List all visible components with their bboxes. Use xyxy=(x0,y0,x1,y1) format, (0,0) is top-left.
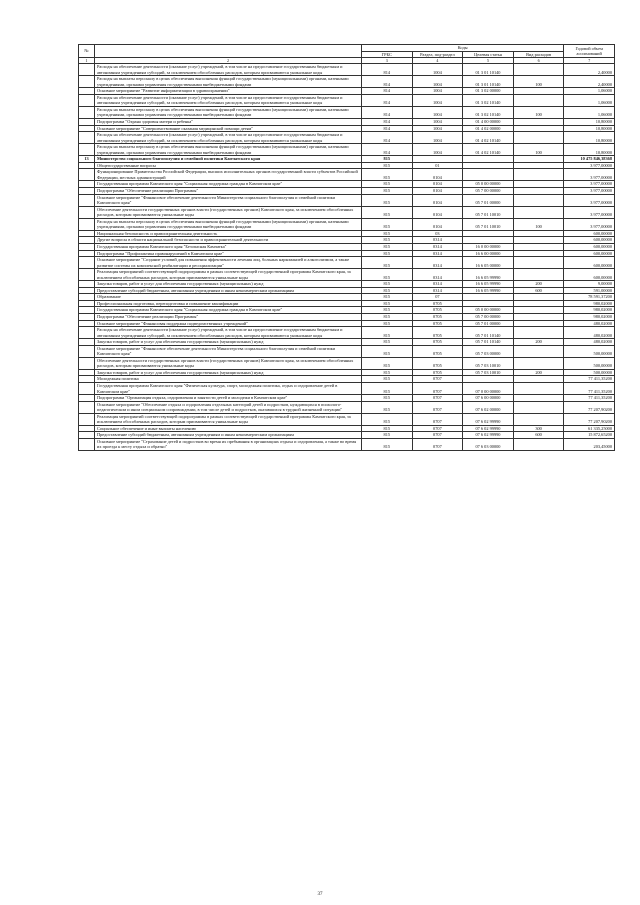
row-name: Общегосударственные вопросы xyxy=(95,162,362,169)
row-grbs: 815 xyxy=(362,237,413,244)
row-grbs: 815 xyxy=(362,294,413,301)
row-target-article: 01 3 02 10140 xyxy=(463,106,514,118)
row-amount: 980,02000 xyxy=(564,300,615,307)
row-razdel: 0705 xyxy=(412,320,463,327)
row-razdel: 07 xyxy=(412,294,463,301)
table-row xyxy=(79,327,615,339)
row-razdel: 0705 xyxy=(412,369,463,376)
row-target-article: 01 4 02 00000 xyxy=(463,125,514,132)
col-number: 3 xyxy=(362,58,413,64)
row-grbs: 814 xyxy=(362,76,413,88)
row-amount: 3 977,00000 xyxy=(564,162,615,169)
row-number xyxy=(79,132,95,144)
row-grbs: 815 xyxy=(362,425,413,432)
row-target-article: 07 6 03 00000 xyxy=(463,438,514,450)
col-number: 2 xyxy=(95,58,362,64)
row-razdel: 0314 xyxy=(412,257,463,269)
row-name: Другие вопросы в области национальной безопасности и правоохранительной деятельности xyxy=(95,237,362,244)
row-expense-type xyxy=(513,169,564,181)
row-razdel: 0314 xyxy=(412,237,463,244)
row-grbs: 815 xyxy=(362,181,413,188)
row-grbs: 814 xyxy=(362,125,413,132)
row-amount: 78 591,37200 xyxy=(564,294,615,301)
row-razdel: 0104 xyxy=(412,181,463,188)
row-number xyxy=(79,345,95,357)
row-number xyxy=(79,269,95,281)
row-target-article: 16 0 00 00000 xyxy=(463,243,514,250)
row-number xyxy=(79,64,95,76)
row-target-article: 16 6 05 99990 xyxy=(463,281,514,288)
row-razdel: 1004 xyxy=(412,132,463,144)
table-row xyxy=(79,257,615,269)
row-target-article: 16 6 05 99990 xyxy=(463,269,514,281)
row-target-article: 05 7 01 10140 xyxy=(463,339,514,346)
row-amount: 61 335,25000 xyxy=(564,425,615,432)
row-target-article: 16 6 05 99990 xyxy=(463,287,514,294)
row-amount: 980,02000 xyxy=(564,313,615,320)
row-grbs: 815 xyxy=(362,156,413,163)
row-name: Закупка товаров, работ и услуг для обеспечения государственных (муниципальных) нужд xyxy=(95,369,362,376)
row-grbs: 815 xyxy=(362,243,413,250)
row-amount: 500,00000 xyxy=(564,345,615,357)
row-grbs: 815 xyxy=(362,320,413,327)
row-grbs: 815 xyxy=(362,206,413,218)
row-amount: 3 977,00000 xyxy=(564,181,615,188)
table-row xyxy=(79,169,615,181)
row-razdel: 0104 xyxy=(412,194,463,206)
row-target-article: 16 6 05 00000 xyxy=(463,257,514,269)
table-row xyxy=(79,438,615,450)
budget-table xyxy=(78,44,615,451)
row-name: Расходы на выплаты персоналу в целях обеспечения выполнения функций государственными (муниципальными) органами, казенными учреждениями, органами управления государственными внебюджетными фондами xyxy=(95,106,362,118)
budget-table-page xyxy=(78,44,615,451)
row-name: Предоставление субсидий бюджетным, автономным учреждениям и иным некоммерческим организациям xyxy=(95,287,362,294)
header-sum: Годовой объем ассигнований xyxy=(564,45,615,58)
row-number xyxy=(79,438,95,450)
row-amount: 77 207,90200 xyxy=(564,413,615,425)
row-target-article: 01 4 00 00000 xyxy=(463,119,514,126)
table-row xyxy=(79,357,615,369)
row-name: Расходы на обеспечение деятельности (оказание услуг) учреждений, в том числе на предоставление государственным бюджетным и автономным учреждениям субсидий, за исключением обособленных расходов, которым присваиваются уникальные коды xyxy=(95,64,362,76)
row-name: Основное мероприятие "Финансовое обеспечение деятельности Министерства социального благополучия и семейной политики Камчатского края" xyxy=(95,194,362,206)
row-target-article xyxy=(463,169,514,181)
row-grbs: 815 xyxy=(362,169,413,181)
row-amount: 2,40000 xyxy=(564,64,615,76)
row-razdel: 0314 xyxy=(412,281,463,288)
row-expense-type xyxy=(513,269,564,281)
row-name: Закупка товаров, работ и услуг для обеспечения государственных (муниципальных) нужд xyxy=(95,339,362,346)
row-name: Расходы на выплаты персоналу в целях обеспечения выполнения функций государственными (муниципальными) органами, казенными учреждениями, органами управления государственными внебюджетными фондами xyxy=(95,76,362,88)
row-name: Расходы на обеспечение деятельности (оказание услуг) учреждений, в том числе на предоставление государственным бюджетным и автономным учреждениям субсидий, за исключением обособленных расходов, которым присваиваются уникальные коды xyxy=(95,94,362,106)
header-name xyxy=(95,45,362,58)
row-expense-type xyxy=(513,64,564,76)
row-target-article: 07 6 02 99990 xyxy=(463,413,514,425)
table-row xyxy=(79,132,615,144)
row-amount: 3 977,00000 xyxy=(564,218,615,230)
row-name: Государственная программа Камчатского края "Безопасная Камчатка" xyxy=(95,243,362,250)
row-amount: 1,06000 xyxy=(564,94,615,106)
row-razdel: 03 xyxy=(412,230,463,237)
table-row xyxy=(79,194,615,206)
row-expense-type xyxy=(513,206,564,218)
row-name: Основное мероприятие "Создание условий для повышения эффективности лечения лиц, больных наркоманией и алкоголизмом, а также развитие системы их комплексной реабилитации и ресоциализации" xyxy=(95,257,362,269)
header-expense-type: Вид расходов xyxy=(513,51,564,58)
row-razdel: 1004 xyxy=(412,94,463,106)
row-amount: 600,00000 xyxy=(564,269,615,281)
row-name: Реализация мероприятий соответствующей подпрограммы в рамках соответствующей государственной программы Камчатского края, за исключением обособленных расходов, которым присваиваются уникальные коды xyxy=(95,269,362,281)
row-name: Основное мероприятие "Совершенствование оказания медицинской помощи детям" xyxy=(95,125,362,132)
row-expense-type: 600 xyxy=(513,287,564,294)
row-name: Подпрограмма "Обеспечение реализации Программы" xyxy=(95,313,362,320)
row-grbs: 815 xyxy=(362,327,413,339)
row-amount: 500,00000 xyxy=(564,369,615,376)
row-name: Государственная программа Камчатского края "Физическая культура, спорт, молодежная политика, отдых и оздоровление детей в Камчатском крае" xyxy=(95,382,362,394)
row-number xyxy=(79,413,95,425)
row-expense-type: 100 xyxy=(513,76,564,88)
row-number xyxy=(79,206,95,218)
row-razdel: 0314 xyxy=(412,287,463,294)
row-amount: 10,80000 xyxy=(564,119,615,126)
row-amount: 600,00000 xyxy=(564,237,615,244)
row-grbs: 815 xyxy=(362,369,413,376)
row-target-article: 07 6 02 00000 xyxy=(463,401,514,413)
row-target-article: 01 3 01 10140 xyxy=(463,76,514,88)
col-number: 5 xyxy=(463,58,514,64)
row-razdel: 0104 xyxy=(412,206,463,218)
row-name: Министерство социального благополучия и семейной политики Камчатского края xyxy=(95,156,362,163)
row-grbs: 815 xyxy=(362,230,413,237)
row-name: Реализация мероприятий соответствующей подпрограммы в рамках соответствующей государственной программы Камчатского края, за исключением обособленных расходов, которым присваиваются уникальные коды xyxy=(95,413,362,425)
row-amount: 3 977,00000 xyxy=(564,194,615,206)
row-number xyxy=(79,169,95,181)
row-number: 13 xyxy=(79,156,95,163)
row-number xyxy=(79,76,95,88)
row-grbs: 815 xyxy=(362,438,413,450)
table-row xyxy=(79,144,615,156)
row-amount: 10,80000 xyxy=(564,144,615,156)
row-target-article: 05 7 01 00000 xyxy=(463,194,514,206)
row-name: Предоставление субсидий бюджетным, автономным учреждениям и иным некоммерческим организациям xyxy=(95,432,362,439)
row-grbs: 814 xyxy=(362,144,413,156)
row-name: Расходы на выплаты персоналу в целях обеспечения выполнения функций государственными (муниципальными) органами, казенными учреждениями, органами управления государственными внебюджетными фондами xyxy=(95,218,362,230)
row-grbs: 814 xyxy=(362,88,413,95)
table-row xyxy=(79,206,615,218)
row-razdel: 1004 xyxy=(412,64,463,76)
row-razdel: 0705 xyxy=(412,313,463,320)
row-name: Профессиональная подготовка, переподготовка и повышение квалификации xyxy=(95,300,362,307)
row-grbs: 815 xyxy=(362,300,413,307)
col-number: 7 xyxy=(564,58,615,64)
row-amount: 600,00000 xyxy=(564,243,615,250)
row-name: Подпрограмма "Обеспечение реализации Программы" xyxy=(95,188,362,195)
row-grbs: 815 xyxy=(362,432,413,439)
row-number xyxy=(79,327,95,339)
row-amount: 480,02000 xyxy=(564,339,615,346)
row-name: Обеспечение деятельности государственных органов власти (государственных органов) Камчатского края, за исключением обособленных расходов, которым присваиваются уникальные коды xyxy=(95,206,362,218)
row-expense-type: 600 xyxy=(513,432,564,439)
row-grbs: 815 xyxy=(362,257,413,269)
row-razdel: 0104 xyxy=(412,169,463,181)
row-grbs: 815 xyxy=(362,376,413,383)
row-name: Подпрограмма "Профилактика правонарушений в Камчатском крае" xyxy=(95,250,362,257)
row-amount: 2,40000 xyxy=(564,76,615,88)
row-target-article: 07 6 02 99990 xyxy=(463,425,514,432)
row-razdel: 0314 xyxy=(412,243,463,250)
col-number: 1 xyxy=(79,58,95,64)
row-grbs: 814 xyxy=(362,94,413,106)
row-expense-type xyxy=(513,257,564,269)
row-target-article: 05 7 03 00000 xyxy=(463,345,514,357)
row-expense-type xyxy=(513,413,564,425)
row-expense-type xyxy=(513,401,564,413)
row-target-article: 01 4 02 10140 xyxy=(463,132,514,144)
row-amount: 600,00000 xyxy=(564,230,615,237)
row-grbs: 814 xyxy=(362,64,413,76)
row-amount: 77 411,35200 xyxy=(564,395,615,402)
row-expense-type xyxy=(513,94,564,106)
row-razdel: 0707 xyxy=(412,413,463,425)
row-name: Основное мероприятие "Страхование детей и подростков во время их пребывания в организациях отдыха и оздоровления, а также во время их проезда к месту отдыха и обратно" xyxy=(95,438,362,450)
row-razdel: 0707 xyxy=(412,438,463,450)
row-amount: 500,00000 xyxy=(564,357,615,369)
row-razdel: 0705 xyxy=(412,345,463,357)
row-razdel: 0314 xyxy=(412,269,463,281)
row-grbs: 815 xyxy=(362,307,413,314)
row-razdel: 0705 xyxy=(412,357,463,369)
row-name: Функционирование Правительства Российской Федерации, высших исполнительных органов государственной власти субъектов Российской Федерации, местных администраций xyxy=(95,169,362,181)
row-expense-type: 100 xyxy=(513,144,564,156)
row-amount: 77 411,35200 xyxy=(564,376,615,383)
row-razdel: 0707 xyxy=(412,401,463,413)
row-grbs: 815 xyxy=(362,162,413,169)
row-grbs: 815 xyxy=(362,218,413,230)
row-razdel: 0705 xyxy=(412,327,463,339)
row-target-article: 07 6 02 99990 xyxy=(463,432,514,439)
row-name: Социальное обеспечение и иные выплаты населению xyxy=(95,425,362,432)
row-razdel: 1004 xyxy=(412,144,463,156)
row-target-article: 05 0 00 00000 xyxy=(463,181,514,188)
header-razdel: Раздел, под-раздел xyxy=(412,51,463,58)
row-amount: 600,00000 xyxy=(564,250,615,257)
row-grbs: 815 xyxy=(362,401,413,413)
row-expense-type xyxy=(513,194,564,206)
row-expense-type: 100 xyxy=(513,218,564,230)
row-razdel: 0705 xyxy=(412,300,463,307)
table-row xyxy=(79,76,615,88)
row-name: Национальная безопасность и правоохранительная деятельность xyxy=(95,230,362,237)
row-amount: 1,06000 xyxy=(564,88,615,95)
row-name: Государственная программа Камчатского края "Социальная поддержка граждан в Камчатском крае" xyxy=(95,307,362,314)
row-razdel: 1004 xyxy=(412,119,463,126)
row-razdel: 0104 xyxy=(412,218,463,230)
row-grbs: 815 xyxy=(362,339,413,346)
row-name: Расходы на обеспечение деятельности (оказание услуг) учреждений, в том числе на предоставление государственным бюджетным и автономным учреждениям субсидий, за исключением обособленных расходов, которым присваиваются уникальные коды xyxy=(95,132,362,144)
table-row xyxy=(79,413,615,425)
row-target-article: 05 7 01 10010 xyxy=(463,206,514,218)
row-razdel: 1004 xyxy=(412,125,463,132)
row-grbs: 815 xyxy=(362,413,413,425)
row-amount: 10,80000 xyxy=(564,132,615,144)
row-grbs: 815 xyxy=(362,345,413,357)
row-amount: 9,00000 xyxy=(564,281,615,288)
row-expense-type xyxy=(513,438,564,450)
row-name: Подпрограмма "Охрана здоровья матери и ребенка" xyxy=(95,119,362,126)
row-grbs: 815 xyxy=(362,357,413,369)
row-name: Образование xyxy=(95,294,362,301)
row-name: Подпрограмма "Организация отдыха, оздоровления и занятости детей и молодежи в Камчатском крае" xyxy=(95,395,362,402)
row-amount: 15 872,65200 xyxy=(564,432,615,439)
row-expense-type xyxy=(513,327,564,339)
row-name: Основное мероприятие "Финансовое обеспечение деятельности Министерства социального благополучия и семейной политики Камчатского края" xyxy=(95,345,362,357)
row-expense-type: 200 xyxy=(513,339,564,346)
table-row xyxy=(79,106,615,118)
row-grbs: 815 xyxy=(362,287,413,294)
row-grbs: 815 xyxy=(362,281,413,288)
row-target-article: 01 3 01 10140 xyxy=(463,64,514,76)
row-target-article: 01 4 02 10140 xyxy=(463,144,514,156)
row-expense-type xyxy=(513,132,564,144)
header-target-article: Целевая статья xyxy=(463,51,514,58)
row-razdel: 0104 xyxy=(412,188,463,195)
row-target-article: 05 7 03 10010 xyxy=(463,357,514,369)
row-amount: 480,02000 xyxy=(564,320,615,327)
row-grbs: 815 xyxy=(362,395,413,402)
row-number xyxy=(79,401,95,413)
row-name: Обеспечение деятельности государственных органов власти (государственных органов) Камчатского края, за исключением обособленных расходов, которым присваиваются уникальные коды xyxy=(95,357,362,369)
row-razdel: 0314 xyxy=(412,250,463,257)
table-row xyxy=(79,64,615,76)
row-razdel: 1004 xyxy=(412,88,463,95)
row-name: Закупка товаров, работ и услуг для обеспечения государственных (муниципальных) нужд xyxy=(95,281,362,288)
row-grbs: 815 xyxy=(362,250,413,257)
row-amount: 10,80000 xyxy=(564,125,615,132)
row-razdel: 0705 xyxy=(412,339,463,346)
row-amount: 77 411,35200 xyxy=(564,382,615,394)
table-row xyxy=(79,94,615,106)
table-row xyxy=(79,218,615,230)
row-target-article: 07 6 00 00000 xyxy=(463,395,514,402)
row-number xyxy=(79,257,95,269)
row-expense-type xyxy=(513,382,564,394)
row-amount: 600,00000 xyxy=(564,257,615,269)
row-number xyxy=(79,357,95,369)
row-amount: 1,06000 xyxy=(564,106,615,118)
row-number xyxy=(79,106,95,118)
row-grbs: 815 xyxy=(362,382,413,394)
row-target-article: 05 0 00 00000 xyxy=(463,307,514,314)
row-amount: 77 207,90200 xyxy=(564,401,615,413)
row-target-article: 05 7 01 10140 xyxy=(463,327,514,339)
row-expense-type: 100 xyxy=(513,106,564,118)
row-number xyxy=(79,94,95,106)
row-amount: 203,45000 xyxy=(564,438,615,450)
row-grbs: 814 xyxy=(362,132,413,144)
row-name: Основное мероприятие "Развитие информатизации в здравоохранении" xyxy=(95,88,362,95)
row-razdel: 01 xyxy=(412,162,463,169)
row-grbs: 815 xyxy=(362,269,413,281)
row-amount: 3 977,00000 xyxy=(564,169,615,181)
table-row xyxy=(79,345,615,357)
row-target-article: 01 3 02 00000 xyxy=(463,88,514,95)
table-row xyxy=(79,269,615,281)
row-grbs: 815 xyxy=(362,194,413,206)
col-number: 6 xyxy=(513,58,564,64)
row-razdel: 0707 xyxy=(412,432,463,439)
row-target-article: 05 7 00 00000 xyxy=(463,188,514,195)
table-body xyxy=(79,64,615,451)
row-target-article: 05 7 03 10010 xyxy=(463,369,514,376)
row-razdel: 0707 xyxy=(412,376,463,383)
row-target-article: 01 3 02 10140 xyxy=(463,94,514,106)
row-name: Основное мероприятие "Обеспечение отдыха и оздоровления отдельных категорий детей и подростков, нуждающихся в психолого-педагогическом и ином специальном сопровождении, в том числе детей и подростков, оказавшихся в трудной жизненной ситуации" xyxy=(95,401,362,413)
row-name: Расходы на обеспечение деятельности (оказание услуг) учреждений, в том числе на предоставление государственным бюджетным и автономным учреждениям субсидий, за исключением обособленных расходов, которым присваиваются уникальные коды xyxy=(95,327,362,339)
row-grbs: 814 xyxy=(362,119,413,126)
table-row xyxy=(79,382,615,394)
row-number xyxy=(79,194,95,206)
row-razdel: 1004 xyxy=(412,76,463,88)
row-expense-type: 200 xyxy=(513,281,564,288)
row-amount: 980,02000 xyxy=(564,307,615,314)
row-amount: 3 977,00000 xyxy=(564,188,615,195)
row-razdel: 1004 xyxy=(412,106,463,118)
row-amount: 3 977,00000 xyxy=(564,206,615,218)
row-razdel: 0705 xyxy=(412,307,463,314)
row-razdel: 0707 xyxy=(412,382,463,394)
row-grbs: 814 xyxy=(362,106,413,118)
row-number xyxy=(79,218,95,230)
col-number: 4 xyxy=(412,58,463,64)
row-target-article: 05 7 01 00000 xyxy=(463,320,514,327)
row-target-article: 07 0 00 00000 xyxy=(463,382,514,394)
header-codes: Коды xyxy=(362,45,564,52)
row-grbs: 815 xyxy=(362,188,413,195)
header-grbs: ГРБС xyxy=(362,51,413,58)
row-target-article: 16 6 00 00000 xyxy=(463,250,514,257)
row-target-article: 05 7 00 00000 xyxy=(463,313,514,320)
row-razdel: 0707 xyxy=(412,425,463,432)
row-amount: 591,00000 xyxy=(564,287,615,294)
row-name: Молодежная политика xyxy=(95,376,362,383)
row-name: Государственная программа Камчатского края "Социальная поддержка граждан в Камчатском крае" xyxy=(95,181,362,188)
row-expense-type xyxy=(513,357,564,369)
row-number xyxy=(79,144,95,156)
row-name: Основное мероприятие "Финансовая поддержка подведомственных учреждений" xyxy=(95,320,362,327)
row-razdel: 0707 xyxy=(412,395,463,402)
row-number xyxy=(79,382,95,394)
row-target-article: 05 7 01 10010 xyxy=(463,218,514,230)
row-expense-type: 200 xyxy=(513,369,564,376)
header-num: № xyxy=(79,45,95,58)
page-number: 37 xyxy=(317,892,323,897)
row-name: Расходы на выплаты персоналу в целях обеспечения выполнения функций государственными (муниципальными) органами, казенными учреждениями, органами управления государственными внебюджетными фондами xyxy=(95,144,362,156)
row-expense-type: 300 xyxy=(513,425,564,432)
row-amount: 480,02000 xyxy=(564,327,615,339)
row-grbs: 815 xyxy=(362,313,413,320)
table-row xyxy=(79,401,615,413)
row-amount: 10 475 846,38368 xyxy=(564,156,615,163)
row-expense-type xyxy=(513,345,564,357)
